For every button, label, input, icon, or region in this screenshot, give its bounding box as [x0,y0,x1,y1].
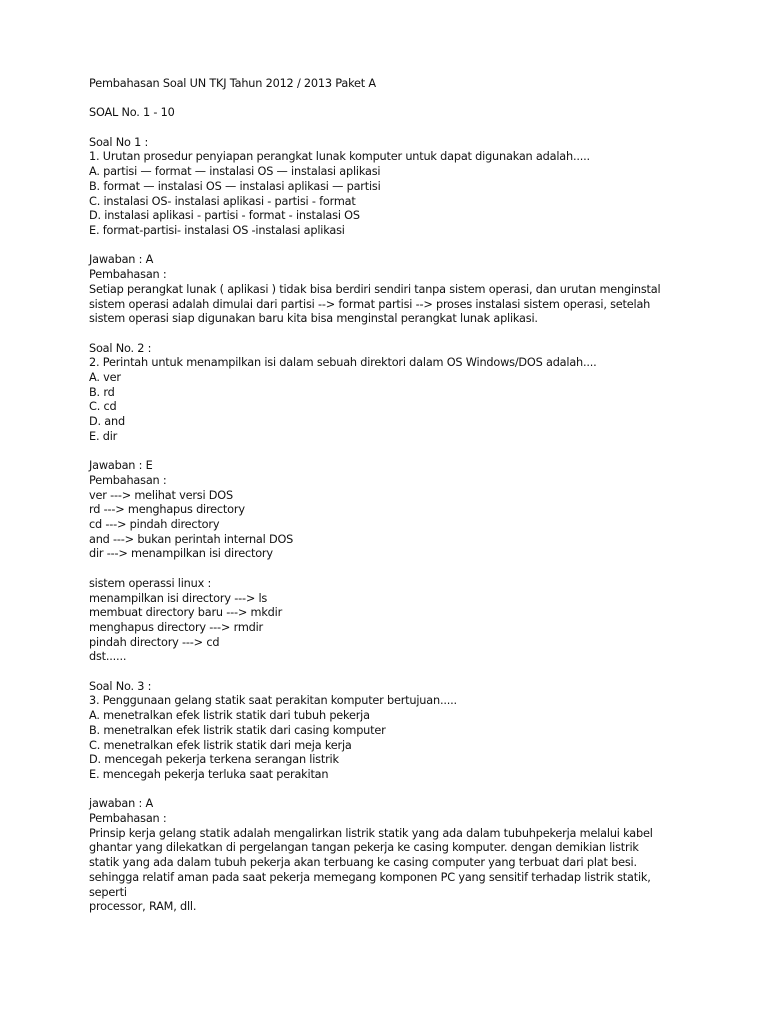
spacer [89,92,729,107]
discussion-line: seperti [89,885,127,899]
linux-line: membuat directory baru ---> mkdir [89,606,283,620]
discussion-line: ghantar yang dilekatkan di pergelangan tangan pekerja ke casing komputer. dengan demikian listrik [89,841,639,855]
question-header: Soal No 1 : [89,135,149,149]
question-block-3 [89,680,729,915]
section-heading: SOAL No. 1 - 10 [89,106,175,120]
question-header: Soal No. 3 : [89,679,152,693]
discussion-line: ver ---> melihat versi DOS [89,488,233,502]
option-b: B. rd [89,385,115,399]
option-b: B. menetralkan efek listrik statik dari casing komputer [89,723,386,737]
answer-line: Jawaban : A [89,253,154,267]
question-text: 2. Perintah untuk menampilkan isi dalam sebuah direktori dalam OS Windows/DOS adalah.... [89,356,597,370]
document-page [89,77,729,915]
linux-line: pindah directory ---> cd [89,635,220,649]
discussion-line: rd ---> menghapus directory [89,503,245,517]
option-c: C. cd [89,400,117,414]
discussion-line: sehingga relatif aman pada saat pekerja memegang komponen PC yang sensitif terhadap listrik statik, [89,870,651,884]
linux-heading: sistem operassi linux : [89,576,212,590]
discussion-line: and ---> bukan perintah internal DOS [89,532,294,546]
option-e: E. format-partisi- instalasi OS -instalasi aplikasi [89,224,345,237]
discussion-line: sistem operasi adalah dimulai dari partisi --> format partisi --> proses instalasi sistem operasi, setelah [89,297,651,311]
document-title: Pembahasan Soal UN TKJ Tahun 2012 / 2013 Paket A [89,77,376,90]
spacer [89,239,729,254]
discussion-line: dir ---> menampilkan isi directory [89,547,273,561]
option-d: D. and [89,415,125,429]
spacer [89,783,729,798]
option-d: D. instalasi aplikasi - partisi - format - instalasi OS [89,209,360,223]
option-c: C. menetralkan efek listrik statik dari meja kerja [89,738,352,752]
answer-line: jawaban : A [89,797,153,811]
spacer [89,665,729,680]
question-block-2 [89,342,729,665]
discussion-line: statik yang ada dalam tubuh pekerja akan terbuang ke casing computer yang terbuat dari plat besi. [89,856,637,870]
spacer [89,327,729,342]
discussion-label: Pembahasan : [89,268,167,282]
option-d: D. mencegah pekerja terkena serangan listrik [89,753,339,767]
option-a: A. partisi — format — instalasi OS — instalasi aplikasi [89,165,381,179]
linux-line: dst...... [89,650,127,664]
option-a: A. ver [89,371,121,384]
question-text: 1. Urutan prosedur penyiapan perangkat lunak komputer untuk dapat digunakan adalah..... [89,150,590,164]
discussion-line: Setiap perangkat lunak ( aplikasi ) tidak bisa berdiri sendiri tanpa sistem operasi, dan urutan menginstal [89,282,661,296]
option-b: B. format — instalasi OS — instalasi aplikasi — partisi [89,179,381,193]
discussion-line: cd ---> pindah directory [89,518,220,532]
linux-line: menampilkan isi directory ---> ls [89,591,268,605]
discussion-line: processor, RAM, dll. [89,900,197,914]
question-text: 3. Penggunaan gelang statik saat perakitan komputer bertujuan..... [89,694,457,708]
spacer [89,562,729,577]
spacer [89,445,729,460]
option-e: E. mencegah pekerja terluka saat perakitan [89,767,329,781]
question-block-1 [89,136,729,327]
option-a: A. menetralkan efek listrik statik dari tubuh pekerja [89,709,370,723]
linux-line: menghapus directory ---> rmdir [89,620,263,634]
spacer [89,121,729,136]
question-header: Soal No. 2 : [89,341,152,355]
discussion-line: Prinsip kerja gelang statik adalah mengalirkan listrik statik yang ada dalam tubuhpekerja melalui kabel [89,826,653,840]
option-c: C. instalasi OS- instalasi aplikasi - partisi - format [89,194,356,208]
discussion-line: sistem operasi siap digunakan baru kita bisa menginstal perangkat lunak aplikasi. [89,312,538,326]
answer-line: Jawaban : E [89,459,153,473]
discussion-label: Pembahasan : [89,812,167,826]
option-e: E. dir [89,429,118,443]
discussion-label: Pembahasan : [89,473,167,487]
